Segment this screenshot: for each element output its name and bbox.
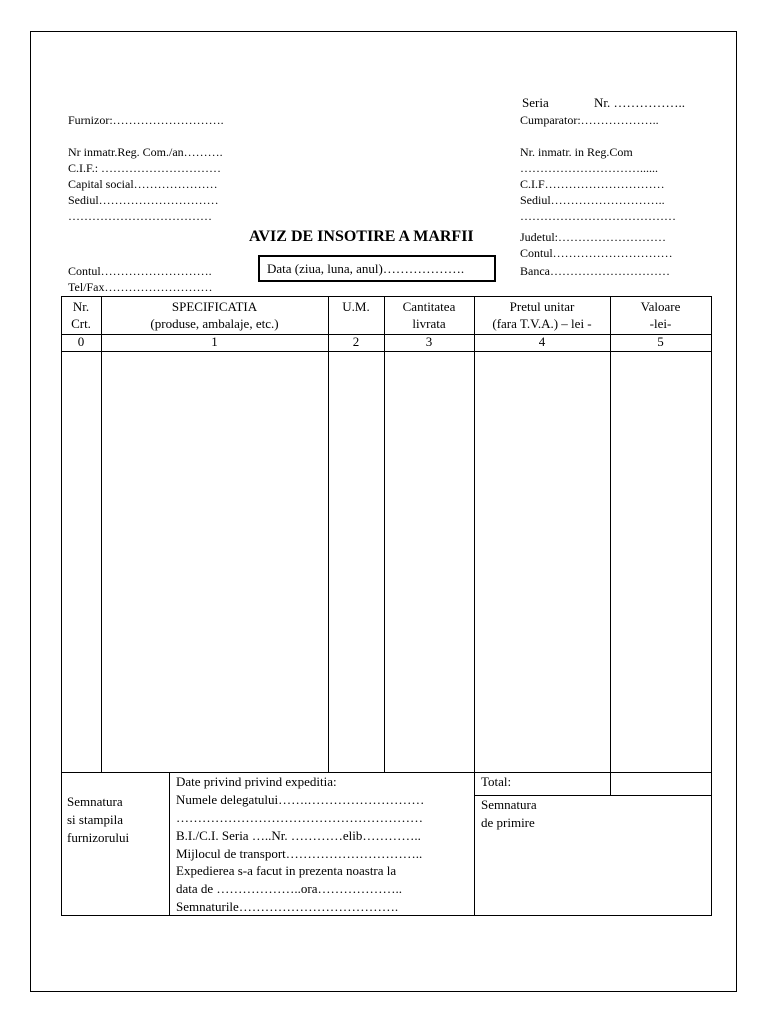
date-box: Data (ziua, luna, anul)………………. (258, 255, 496, 282)
col-index-4: 4 (538, 334, 546, 349)
col-header-lei: -lei- (649, 316, 672, 331)
seria-label: Seria (522, 95, 549, 110)
semnatura-furnizor-line2: si stampila (67, 812, 123, 827)
expeditie-line: Mijlocul de transport………………………….. (176, 846, 423, 861)
col-header-specificatia-sub: (produse, ambalaje, etc.) (150, 316, 279, 331)
total-label: Total: (481, 774, 512, 789)
table-bottom-line (61, 915, 712, 916)
col-header-crt: Crt. (71, 316, 91, 331)
right-dotted-line-2: ………………………………… (520, 209, 676, 223)
table-body-bottom-line (61, 772, 712, 773)
col-divider-4 (474, 296, 475, 916)
expeditie-line: Numele delegatului…….……………………… (176, 792, 425, 807)
sediu-field-left: Sediul………………………… (68, 193, 219, 207)
judetul-field: Judetul:……………………… (520, 230, 666, 244)
left-dotted-line: ……………………………… (68, 209, 212, 223)
col-header-specificatia: SPECIFICATIA (171, 299, 258, 314)
col-index-5: 5 (657, 334, 664, 349)
col-header-um: U.M. (342, 299, 370, 314)
col-divider-5 (610, 296, 611, 796)
furnizor-field: Furnizor:………………………. (68, 113, 224, 127)
col-index-1: 1 (211, 334, 218, 349)
cumparator-field: Cumparator:……………….. (520, 113, 659, 127)
nr-label: Nr. …………….. (594, 95, 685, 110)
expeditie-line: data de ………………..ora……………….. (176, 881, 403, 896)
col-header-cantitatea: Cantitatea (402, 299, 456, 314)
expeditie-line: ………………………………………………… (176, 810, 423, 825)
semnatura-furnizor-line1: Semnatura (67, 794, 123, 809)
semnatura-primire-line1: Semnatura (481, 797, 537, 812)
capital-social-field: Capital social………………… (68, 177, 218, 191)
table-right-border (711, 296, 712, 916)
col-index-2: 2 (352, 334, 360, 349)
semnatura-furnizor-line3: furnizorului (67, 830, 130, 845)
col-divider-2 (328, 296, 329, 773)
cif-field-left: C.I.F.: ………………………… (68, 161, 222, 175)
document-title: AVIZ DE INSOTIRE A MARFII (249, 228, 474, 245)
col-index-3: 3 (425, 334, 433, 349)
sediu-field-right: Sediul……………………….. (520, 193, 665, 207)
banca-field: Banca………………………… (520, 264, 670, 278)
total-row-line (474, 795, 712, 796)
semnatura-primire-line2: de primire (481, 815, 535, 830)
col-header-pretul-sub: (fara T.V.A.) – lei - (492, 316, 592, 331)
expeditie-line: Expedierea s-a facut in prezenta noastra la (176, 863, 397, 878)
table-left-border (61, 296, 62, 916)
telfax-field: Tel/Fax……………………… (68, 280, 213, 294)
reg-com-field: Nr inmatr.Reg. Com./an………. (68, 145, 223, 159)
col-divider-3 (384, 296, 385, 773)
cif-field-right: C.I.F………………………… (520, 177, 665, 191)
contul-field-right: Contul………………………… (520, 246, 673, 260)
expeditie-line: B.I./C.I. Seria …..Nr. …………elib………….. (176, 828, 421, 843)
col-header-nr: Nr. (72, 299, 90, 314)
col-divider-1 (101, 296, 102, 773)
reg-com-field-right: Nr. inmatr. in Reg.Com (520, 145, 633, 159)
col-header-valoare: Valoare (640, 299, 681, 314)
table-index-line (61, 351, 712, 352)
contul-field-left: Contul………………………. (68, 264, 212, 278)
table-top-line (61, 296, 712, 297)
footer-divider (169, 772, 170, 916)
col-header-pretul: Pretul unitar (509, 299, 575, 314)
right-dotted-line: …………………………...... (520, 161, 658, 175)
col-header-livrata: livrata (412, 316, 446, 331)
expeditie-line: Semnaturile………………………………. (176, 899, 399, 914)
expeditie-line: Date privind privind expeditia: (176, 774, 337, 789)
col-index-0: 0 (77, 334, 85, 349)
